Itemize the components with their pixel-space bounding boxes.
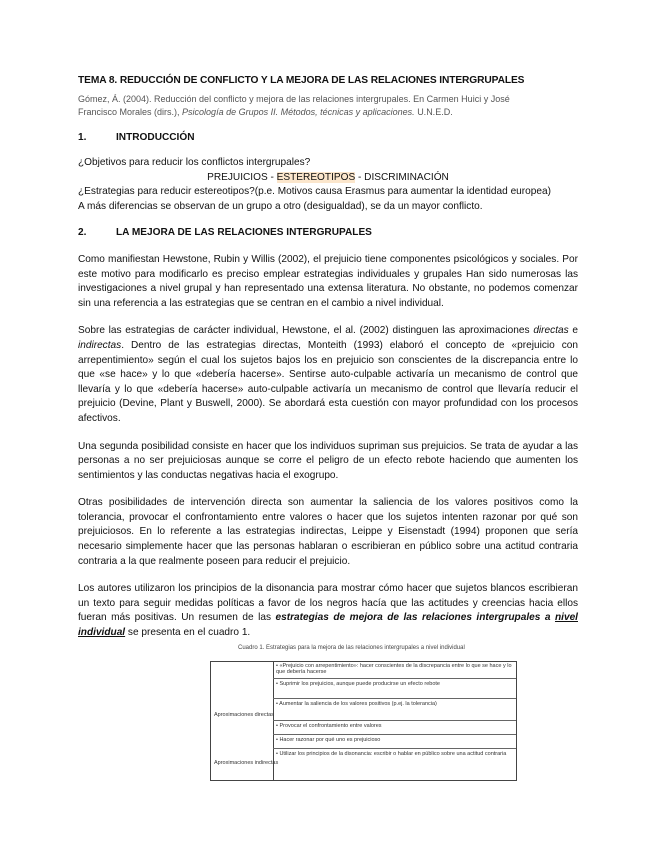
intro-question-strategies: ¿Estrategias para reducir estereotipos?(p.e. Motivos causa Erasmus para aumentar la identidad europea): [78, 186, 551, 198]
cuadro-row: • Provocar el confrontamiento entre valores: [273, 722, 516, 735]
cuadro-row: • Aumentar la saliencia de los valores positivos (p.ej. la tolerancia): [273, 700, 516, 721]
p5-text-a: Los autores utilizaron los principios de la disonancia para mostrar cómo hacer que sujetos blancos escribieran un texto para seguir medidas políticas a favor de los negros hacía que las actitudes y creencias hacia ellos fueran más positivas. Un resumen de las: [78, 583, 578, 624]
cuadro-row: • Utilizar los principios de la disonancia: escribir o hablar en público sobre una actitud contraria: [276, 750, 507, 757]
reference-authors: Francisco Morales (dirs.),: [78, 107, 180, 117]
bibliographic-reference: [78, 93, 578, 120]
section-title: LA MEJORA DE LAS RELACIONES INTERGRUPALES: [116, 227, 372, 239]
p5-text-d: se presenta en el cuadro 1.: [125, 627, 251, 639]
section-1-heading: [78, 131, 578, 146]
section-2-heading: [78, 226, 578, 241]
cuadro-row: • Suprimir los prejuicios, aunque puede producirse un efecto rebote: [273, 680, 516, 699]
paragraph-1: Como manifiestan Hewstone, Rubin y Willis (2002), el prejuicio tiene componentes psicológicos y sociales. Por este motivo para modificarlo es preciso emplear estrategias individuales y grupales Han sido numerosas las investigaciones a nivel grupal y han representado una extensa literatura. No obstante, no podemos comenzar sin una referencia a las estrategias que se centran en el cambio a nivel individual.: [78, 253, 578, 309]
cuadro-grid: [210, 661, 517, 781]
p2-text-c: e: [568, 325, 579, 337]
paragraph-2: [78, 324, 578, 426]
cuadro-row: • Hacer razonar por qué uno es prejuicioso: [273, 736, 516, 749]
section-number: 2.: [78, 227, 87, 239]
triad-estereotipos-highlight: ESTEREOTIPOS: [276, 171, 356, 183]
paragraph-5: [78, 582, 578, 640]
intro-block: [78, 156, 578, 214]
p2-text-a: Sobre las estrategias de carácter individual, Hewstone, el al. (2002) distinguen las aproximaciones: [78, 325, 534, 337]
document-page: [78, 74, 578, 783]
p5-underlined-nivel-individual: nivel individual: [78, 612, 578, 639]
reference-publisher: U.N.E.D.: [417, 107, 453, 117]
section-number: 1.: [78, 132, 87, 144]
triad-prejuicios: PREJUICIOS -: [207, 171, 277, 183]
section-title: INTRODUCCIÓN: [116, 132, 195, 144]
p2-italic-indirectas: indirectas: [78, 339, 122, 351]
triad-discriminacion: - DISCRIMINACIÓN: [355, 171, 449, 183]
p5-bold-italic: estrategias de mejora de las relaciones intergrupales a: [275, 612, 555, 624]
cuadro-label-directas: Aproximaciones directas: [214, 711, 274, 718]
reference-book-title: Psicología de Grupos II. Métodos, técnicas y aplicaciones.: [182, 107, 415, 117]
intro-triad: [78, 171, 578, 186]
intro-question-objectives: ¿Objetivos para reducir los conflictos intergrupales?: [78, 157, 311, 168]
p2-text-e: . Dentro de las estrategias directas, Monteith (1993) elaboró el concepto de «prejuicio con arrepentimiento» según el cual los sujetos bajos los en prejuicio son conscientes de la discrepancia entre lo que «se hace» y lo que «debería hacerse». Sentirse auto-culpable activaría un mecanismo de control que llevaría y lo que «debería hacerse» auto-culpable activaría un mecanismo de control que llevaría reducir el prejuicio (Devine, Plant y Buswell, 2000). Se abordará esta cuestión con mayor profundidad con los procesos afectivos.: [78, 339, 578, 424]
p2-italic-directas: directas: [533, 325, 569, 337]
cuadro-label-indirectas: Aproximaciones indirectas: [214, 759, 279, 766]
paragraph-4: Otras posibilidades de intervención directa son aumentar la saliencia de los valores positivos como la tolerancia, provocar el confrontamiento entre valores o hacer que los sujetos intenten razonar por qué son prejuiciosos. En lo referente a las estrategias indirectas, Leippe y Eisenstadt (1994) proponen que sería necesario simplemente hacer que las personas hablaran o escribieran en público sobre una actitud contraria contraria a la que realmente poseen para reducir el prejuicio.: [78, 497, 578, 567]
document-title: TEMA 8. REDUCCIÓN DE CONFLICTO Y LA MEJORA DE LAS RELACIONES INTERGRUPALES: [78, 75, 525, 86]
reference-line-1: Gómez, Á. (2004). Reducción del conflicto y mejora de las relaciones intergrupales. En Carmen Huici y José: [78, 93, 510, 104]
cuadro-row: • «Prejuicio con arrepentimiento»: hacer conscientes de la discrepancia entre lo que se hace y lo que debería hacerse: [273, 662, 516, 679]
paragraph-3: Una segunda posibilidad consiste en hacer que los individuos supriman sus prejuicios. Se trata de ayudar a las personas a no ser prejuiciosas aunque se corre el peligro de un efecto rebote haciendo que aumenten los sentimientos y las conductas negativas hacia el exogrupo.: [78, 440, 578, 481]
cuadro-caption: Cuadro 1. Estrategias para la mejora de las relaciones intergrupales a nivel individual: [238, 644, 465, 651]
cuadro-1-table-image: [210, 645, 520, 783]
intro-statement-difference: A más diferencias se observan de un grupo a otro (desigualdad), se da un mayor conflicto.: [78, 200, 483, 212]
